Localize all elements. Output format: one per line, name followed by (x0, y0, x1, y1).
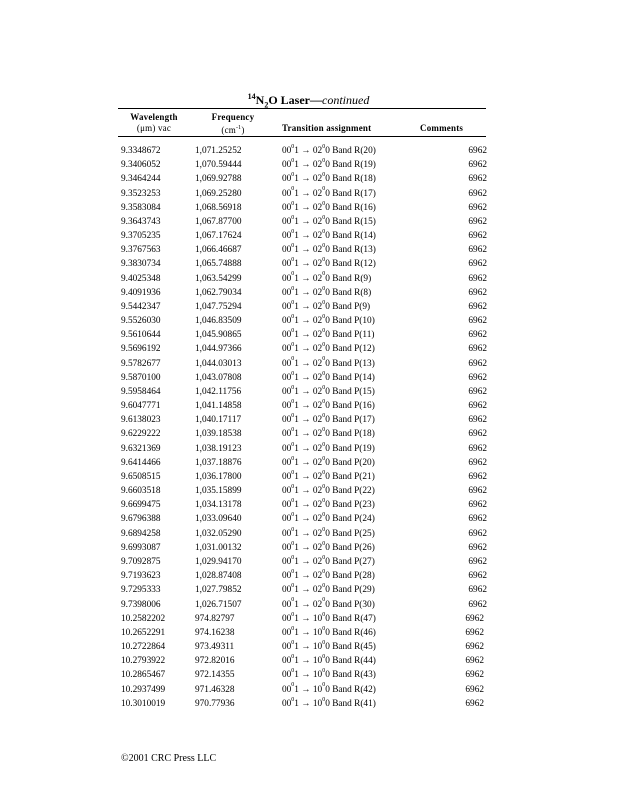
wavelength-cell: 10.2582202 (121, 613, 166, 624)
transition-cell: $00^01 \to 02^00$ Band P(14) (282, 370, 375, 383)
wavelength-cell: 10.2937499 (121, 684, 166, 695)
wavelength-cell: 9.7092875 (121, 556, 161, 567)
table-row (0, 187, 617, 201)
comment-cell: 6962 (468, 571, 487, 582)
comment-cell: 6962 (468, 344, 487, 355)
table-row (0, 668, 617, 682)
table-row (0, 300, 617, 314)
wavelength-cell: 9.6894258 (121, 528, 161, 539)
table-row (0, 612, 617, 626)
transition-cell: $00^01 \to 02^00$ Band R(14) (282, 228, 376, 242)
comment-cell: 6962 (468, 146, 487, 156)
table-row (0, 683, 617, 697)
wavelength-cell: 9.5696192 (121, 344, 161, 355)
comment-cell: 6962 (468, 287, 487, 298)
frequency-cell: 1,035.15899 (195, 486, 242, 497)
wavelength-cell: 10.2865467 (121, 670, 166, 681)
frequency-cell: 1,062.79034 (195, 287, 242, 298)
table-title: $^{14}N_2O$ Laser—continued (247, 92, 370, 110)
frequency-cell: 971.46328 (195, 684, 235, 695)
wavelength-cell: 9.6321369 (121, 443, 161, 454)
transition-cell: $00^01 \to 02^00$ Band P(10) (282, 313, 375, 327)
comment-cell: 6962 (468, 273, 487, 284)
transition-cell: $00^01 \to 02^00$ Band R(20) (282, 143, 376, 156)
comment-cell: 6962 (468, 500, 487, 511)
frequency-cell: 1,067.87700 (195, 216, 242, 227)
frequency-cell: 1,043.07808 (195, 372, 242, 383)
table-row (0, 385, 617, 399)
comment-cell: 6962 (468, 542, 487, 553)
transition-cell: $00^01 \to 02^00$ Band P(11) (282, 328, 375, 341)
transition-cell: $00^01 \to 10^00$ Band R(44) (282, 654, 376, 667)
frequency-cell: 1,065.74888 (195, 259, 242, 270)
table-row (0, 272, 617, 286)
transition-cell: $00^01 \to 10^00$ Band R(43) (282, 668, 376, 681)
wavelength-cell: 9.5610644 (121, 330, 161, 341)
wavelength-cell: 10.3010019 (121, 698, 166, 709)
frequency-cell: 1,029.94170 (195, 556, 242, 567)
wavelength-cell: 9.7193623 (121, 571, 161, 582)
wavelength-cell: 9.3705235 (121, 231, 161, 242)
wavelength-cell: 9.6699475 (121, 500, 161, 511)
table-row (0, 144, 617, 158)
comment-cell: 6962 (468, 358, 487, 369)
frequency-cell: 1,047.75294 (195, 301, 242, 312)
transition-cell: $00^01 \to 10^00$ Band R(46) (282, 625, 376, 638)
comment-cell: 6962 (468, 415, 487, 426)
wavelength-cell: 9.4091936 (121, 287, 161, 298)
wavelength-cell: 9.6508515 (121, 471, 161, 482)
comment-cell: 6962 (468, 457, 487, 468)
wavelength-cell: 9.3406052 (121, 160, 161, 171)
frequency-cell: 1,066.46687 (195, 245, 242, 256)
transition-cell: $00^01 \to 02^00$ Band P(25) (282, 526, 375, 539)
table-row (0, 555, 617, 569)
transition-cell: $00^01 \to 02^00$ Band R(15) (282, 214, 376, 227)
frequency-cell: 1,040.17117 (195, 415, 242, 426)
transition-cell: $00^01 \to 02^00$ Band P(22) (282, 484, 375, 497)
comment-cell: 6962 (468, 401, 487, 412)
transition-cell: $00^01 \to 02^00$ Band P(26) (282, 540, 375, 553)
header-rule (118, 136, 486, 137)
wavelength-cell: 9.3348672 (121, 146, 161, 156)
top-rule (118, 108, 486, 109)
transition-cell: $00^01 \to 02^00$ Band R(17) (282, 186, 376, 199)
wavelength-cell: 9.6229222 (121, 429, 161, 440)
comment-cell: 6962 (465, 642, 484, 653)
comment-cell: 6962 (468, 443, 487, 454)
table-row (0, 342, 617, 356)
table-row (0, 158, 617, 172)
frequency-cell: 1,028.87408 (195, 571, 242, 582)
comment-cell: 6962 (468, 188, 487, 199)
transition-cell: $00^01 \to 02^00$ Band R(18) (282, 172, 376, 185)
transition-cell: $00^01 \to 02^00$ Band P(12) (282, 342, 375, 355)
frequency-cell: 1,031.00132 (195, 542, 242, 553)
transition-cell: $00^01 \to 02^00$ Band P(13) (282, 356, 375, 369)
table-row (0, 229, 617, 243)
comment-cell: 6962 (465, 698, 484, 709)
transition-cell: $00^01 \to 02^00$ Band R(9) (282, 271, 372, 284)
frequency-cell: 972.14355 (195, 670, 235, 681)
frequency-cell: 1,069.25280 (195, 188, 242, 199)
comment-cell: 6962 (468, 471, 487, 482)
frequency-cell: 1,034.13178 (195, 500, 242, 511)
transition-cell: $00^01 \to 10^00$ Band R(45) (282, 639, 376, 653)
table-row (0, 371, 617, 385)
frequency-cell: 1,045.90865 (195, 330, 242, 341)
table-row (0, 257, 617, 271)
wavelength-cell: 9.3523253 (121, 188, 161, 199)
transition-cell: $00^01 \to 10^00$ Band R(41) (282, 696, 376, 709)
comment-cell: 6962 (468, 245, 487, 256)
wavelength-cell: 9.6796388 (121, 514, 161, 525)
table-body (0, 144, 617, 711)
frequency-cell: 970.77936 (195, 698, 235, 709)
frequency-cell: 1,063.54299 (195, 273, 242, 284)
frequency-cell: 1,046.83509 (195, 316, 242, 327)
wavelength-cell: 9.6138023 (121, 415, 161, 426)
frequency-cell: 1,037.18876 (195, 457, 242, 468)
transition-cell: $00^01 \to 02^00$ Band R(12) (282, 257, 376, 270)
table-row (0, 654, 617, 668)
transition-cell: $00^01 \to 02^00$ Band P(20) (282, 455, 375, 468)
comment-cell: 6962 (465, 670, 484, 681)
comment-cell: 6962 (468, 231, 487, 242)
frequency-cell: 1,032.05290 (195, 528, 242, 539)
table-row (0, 484, 617, 498)
table-row (0, 413, 617, 427)
header-transition: Transition assignment (282, 123, 372, 133)
frequency-cell: 1,067.17624 (195, 231, 242, 242)
table-row (0, 357, 617, 371)
table-row (0, 399, 617, 413)
frequency-cell: 1,042.11756 (195, 386, 242, 397)
frequency-cell: 1,039.18538 (195, 429, 242, 440)
table-row (0, 456, 617, 470)
wavelength-cell: 9.5526030 (121, 316, 161, 327)
comment-cell: 6962 (468, 386, 487, 397)
comment-cell: 6962 (468, 259, 487, 270)
comment-cell: 6962 (468, 202, 487, 213)
table-row (0, 512, 617, 526)
transition-cell: $00^01 \to 02^00$ Band P(19) (282, 441, 375, 454)
wavelength-cell: 10.2652291 (121, 627, 166, 638)
table-row (0, 172, 617, 186)
transition-cell: $00^01 \to 02^00$ Band P(24) (282, 512, 375, 525)
header-wavelength: Wavelength (μm) vac (130, 112, 178, 133)
wavelength-cell: 9.6603518 (121, 486, 161, 497)
table-row (0, 598, 617, 612)
comment-cell: 6962 (465, 656, 484, 667)
transition-cell: $00^01 \to 02^00$ Band P(17) (282, 413, 375, 426)
wavelength-cell: 9.3767563 (121, 245, 161, 256)
frequency-cell: 1,026.71507 (195, 599, 242, 610)
wavelength-cell: 9.3583084 (121, 202, 161, 213)
wavelength-cell: 10.2793922 (121, 656, 166, 667)
wavelength-cell: 9.6993087 (121, 542, 161, 553)
frequency-cell: 1,070.59444 (195, 160, 242, 171)
wavelength-cell: 9.5958464 (121, 386, 161, 397)
transition-cell: $00^01 \to 02^00$ Band P(30) (282, 597, 375, 610)
table-row (0, 527, 617, 541)
frequency-cell: 974.16238 (195, 627, 235, 638)
transition-cell: $00^01 \to 02^00$ Band R(13) (282, 243, 376, 256)
comment-cell: 6962 (468, 216, 487, 227)
table-row (0, 328, 617, 342)
wavelength-cell: 9.5442347 (121, 301, 161, 312)
comment-cell: 6962 (468, 160, 487, 171)
transition-cell: $00^01 \to 10^00$ Band R(47) (282, 611, 376, 624)
table-row (0, 427, 617, 441)
transition-cell: $00^01 \to 02^00$ Band P(23) (282, 498, 375, 511)
transition-cell: $00^01 \to 02^00$ Band P(27) (282, 554, 375, 567)
transition-cell: $00^01 \to 02^00$ Band P(29) (282, 583, 375, 596)
table-row (0, 470, 617, 484)
wavelength-cell: 10.2722864 (121, 642, 166, 653)
wavelength-cell: 9.6047771 (121, 401, 161, 412)
comment-cell: 6962 (468, 174, 487, 185)
table-row (0, 243, 617, 257)
transition-cell: $00^01 \to 02^00$ Band R(16) (282, 200, 376, 213)
transition-cell: $00^01 \to 10^00$ Band R(42) (282, 682, 376, 695)
table-row (0, 286, 617, 300)
table-row (0, 697, 617, 711)
comment-cell: 6962 (465, 627, 484, 638)
comment-cell: 6962 (465, 613, 484, 624)
table-row (0, 569, 617, 583)
wavelength-cell: 9.3830734 (121, 259, 161, 270)
wavelength-cell: 9.3643743 (121, 216, 161, 227)
frequency-cell: 1,027.79852 (195, 585, 242, 596)
transition-cell: $00^01 \to 02^00$ Band P(15) (282, 384, 375, 397)
table-row (0, 201, 617, 215)
wavelength-cell: 9.7398006 (121, 599, 161, 610)
table-row (0, 442, 617, 456)
frequency-cell: 1,041.14858 (195, 401, 242, 412)
table-row (0, 640, 617, 654)
wavelength-cell: 9.5782677 (121, 358, 161, 369)
wavelength-cell: 9.7295333 (121, 585, 161, 596)
table-row (0, 626, 617, 640)
frequency-cell: 1,038.19123 (195, 443, 242, 454)
transition-cell: $00^01 \to 02^00$ Band R(19) (282, 158, 376, 171)
transition-cell: $00^01 \to 02^00$ Band R(8) (282, 285, 372, 298)
frequency-cell: 1,033.09640 (195, 514, 242, 525)
transition-cell: $00^01 \to 02^00$ Band P(16) (282, 399, 375, 412)
comment-cell: 6962 (468, 599, 487, 610)
wavelength-cell: 9.5870100 (121, 372, 161, 383)
transition-cell: $00^01 \to 02^00$ Band P(21) (282, 469, 375, 482)
wavelength-cell: 9.4025348 (121, 273, 161, 284)
transition-cell: $00^01 \to 02^00$ Band P(18) (282, 427, 375, 440)
comment-cell: 6962 (468, 429, 487, 440)
frequency-cell: 1,068.56918 (195, 202, 242, 213)
comment-cell: 6962 (468, 316, 487, 327)
frequency-cell: 974.82797 (195, 613, 235, 624)
wavelength-cell: 9.3464244 (121, 174, 161, 185)
comment-cell: 6962 (468, 486, 487, 497)
frequency-cell: 1,071.25252 (195, 146, 242, 156)
frequency-cell: 1,044.97366 (195, 344, 242, 355)
comment-cell: 6962 (468, 514, 487, 525)
comment-cell: 6962 (468, 556, 487, 567)
comment-cell: 6962 (468, 585, 487, 596)
table-row (0, 541, 617, 555)
frequency-cell: 1,044.03013 (195, 358, 242, 369)
comment-cell: 6962 (468, 301, 487, 312)
comment-cell: 6962 (468, 528, 487, 539)
table-row (0, 583, 617, 597)
frequency-cell: 1,036.17800 (195, 471, 242, 482)
wavelength-cell: 9.6414466 (121, 457, 161, 468)
transition-cell: $00^01 \to 02^00$ Band P(28) (282, 569, 375, 582)
frequency-cell: 1,069.92788 (195, 174, 242, 185)
transition-cell: $00^01 \to 02^00$ Band P(9) (282, 299, 371, 312)
copyright: ©2001 CRC Press LLC (121, 753, 217, 764)
header-comments: Comments (420, 123, 464, 133)
header-frequency: Frequency $(cm^{-1})$ (211, 112, 255, 135)
comment-cell: 6962 (465, 684, 484, 695)
comment-cell: 6962 (468, 330, 487, 341)
table-row (0, 498, 617, 512)
frequency-cell: 972.82016 (195, 656, 235, 667)
table-row (0, 314, 617, 328)
comment-cell: 6962 (468, 372, 487, 383)
table-row (0, 215, 617, 229)
frequency-cell: 973.49311 (195, 642, 235, 653)
